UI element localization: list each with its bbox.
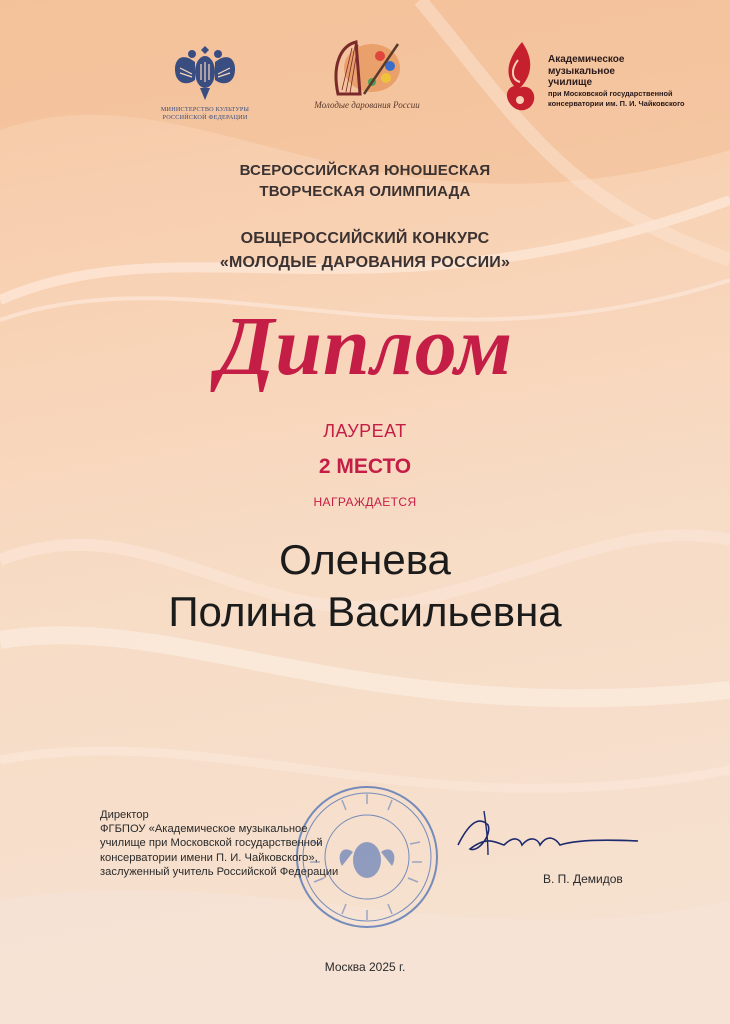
- laureate-label: ЛАУРЕАТ: [323, 421, 407, 441]
- olympiad-line2: ТВОРЧЕСКАЯ ОЛИМПИАДА: [259, 183, 471, 200]
- school-line2: музыкальное: [548, 65, 615, 77]
- contest-logo-text: Молодые дарования России: [314, 100, 420, 110]
- flame-music-emblem-icon: [500, 40, 540, 116]
- signer-line3: училище при Московской государственной: [100, 837, 323, 850]
- school-line1: Академическое: [548, 54, 625, 65]
- school-logo: [500, 40, 540, 116]
- school-line4: при Московской государственной: [548, 88, 673, 98]
- city-year: Москва 2025 г.: [324, 960, 406, 974]
- contest-logo: [312, 36, 422, 128]
- signer-line5: заслуженный учитель Российской Федерации: [100, 865, 339, 878]
- signer-block: [100, 808, 360, 879]
- diploma-title: Диплом: [216, 300, 514, 393]
- signer-line1: Директор: [100, 809, 149, 821]
- olympiad-line1: ВСЕРОССИЙСКАЯ ЮНОШЕСКАЯ: [239, 162, 491, 179]
- harp-palette-emblem-icon: [312, 36, 422, 100]
- signer-line2: ФГБПОУ «Академическое музыкальное: [100, 823, 308, 836]
- signer-line4: консерватории имени П. И. Чайковского»,: [100, 851, 318, 864]
- double-headed-eagle-emblem-icon: [150, 40, 260, 104]
- contest-heading: [0, 227, 730, 275]
- director-name: В. П. Демидов: [543, 872, 623, 886]
- awarded-label: НАГРАЖДАЕТСЯ: [313, 495, 417, 509]
- olympiad-heading: [0, 160, 730, 202]
- ministry-text-line1: МИНИСТЕРСТВО КУЛЬТУРЫ: [160, 106, 250, 113]
- recipient-surname: Оленева: [279, 536, 451, 583]
- contest-line2: «МОЛОДЫЕ ДАРОВАНИЯ РОССИИ»: [219, 254, 511, 271]
- handwritten-signature-icon: [448, 805, 648, 865]
- contest-line1: ОБЩЕРОССИЙСКИЙ КОНКУРС: [240, 230, 490, 247]
- recipient-name: [0, 534, 730, 638]
- school-logo-text: [548, 54, 728, 109]
- ministry-text-line2: РОССИЙСКОЙ ФЕДЕРАЦИИ: [162, 114, 248, 121]
- school-line3: училище: [548, 77, 593, 88]
- ministry-logo: [150, 40, 260, 125]
- place-label: 2 МЕСТО: [318, 455, 412, 478]
- school-line5: консерватории им. П. И. Чайковского: [548, 98, 685, 108]
- recipient-given-names: Полина Васильевна: [168, 588, 562, 635]
